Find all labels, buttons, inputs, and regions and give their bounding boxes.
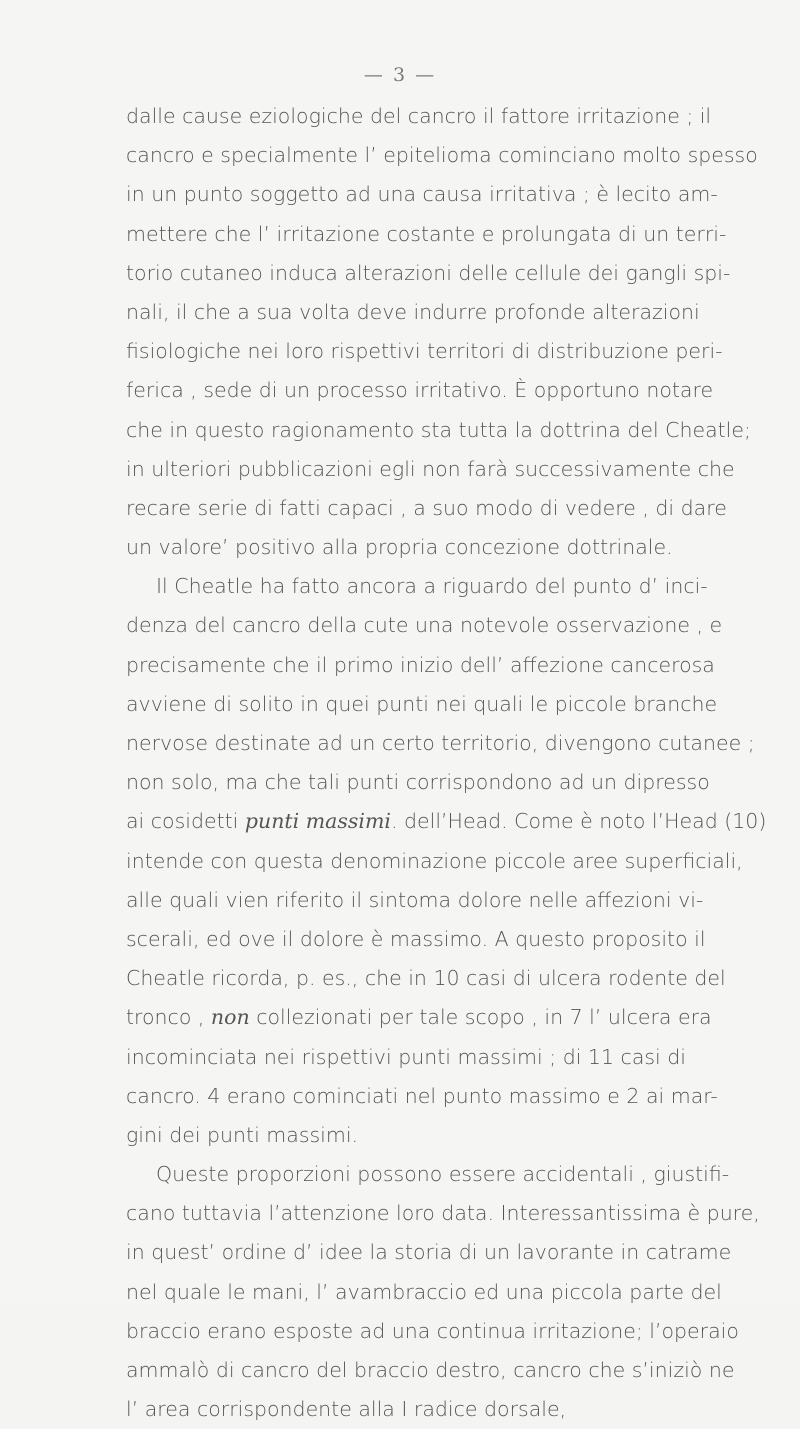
text-line: dalle cause eziologiche del cancro il fattore irritazione ; il xyxy=(126,104,712,128)
text-line-with-italic xyxy=(126,998,712,1037)
text-line: denza del cancro della cute una notevole osservazione , e xyxy=(126,613,723,638)
text-fragment: . dell’Head. Come è noto l’Head (10) xyxy=(390,809,767,834)
body-text xyxy=(126,97,767,1429)
paragraph-start-line: Queste proporzioni possono essere accidentali , giustifi- xyxy=(156,1162,730,1187)
text-line: non solo, ma che tali punti corrispondono ad un dipresso xyxy=(126,770,710,795)
text-line: nel quale le mani, l’ avambraccio ed una piccola parte del xyxy=(126,1279,722,1304)
text-line: scerali, ed ove il dolore è massimo. A questo proposito il xyxy=(126,926,706,951)
text-fragment: ai cosidetti xyxy=(126,809,245,834)
text-line: avviene di solito in quei punti nei quali le piccole branche xyxy=(126,691,718,716)
text-line: braccio erano esposte ad una continua irritazione; l’operaio xyxy=(126,1318,739,1343)
text-line: ammalò di cancro del braccio destro, cancro che s’iniziò ne xyxy=(126,1358,735,1382)
text-line: cancro e specialmente l’ epitelioma cominciano molto spesso xyxy=(126,143,758,168)
text-line: in quest’ ordine d’ idee la storia di un lavorante in catrame xyxy=(126,1240,732,1265)
text-line: Cheatle ricorda, p. es., che in 10 casi di ulcera rodente del xyxy=(126,966,726,991)
text-line-with-italic xyxy=(126,802,767,841)
paragraph-start-line: Il Cheatle ha fatto ancora a riguardo del punto d’ inci- xyxy=(156,574,708,599)
text-line: ferica , sede di un processo irritativo. È opportuno notare xyxy=(126,378,714,403)
text-line: che in questo ragionamento sta tutta la dottrina del Cheatle; xyxy=(126,417,751,442)
text-line: l’ area corrispondente alla I radice dorsale, xyxy=(126,1397,567,1422)
text-line: recare serie di fatti capaci , a suo modo di vedere , di dare xyxy=(126,495,727,520)
italic-term: punti massimi xyxy=(244,809,391,834)
text-line: intende con questa denominazione piccole aree superficiali, xyxy=(126,848,743,873)
text-line: cano tuttavia l’attenzione loro data. Interessantissima è pure, xyxy=(126,1201,760,1226)
text-line: nervose destinate ad un certo territorio, divengono cutanee ; xyxy=(126,731,755,755)
text-line: precisamente che il primo inizio dell’ affezione cancerosa xyxy=(126,652,715,677)
text-fragment: tronco , xyxy=(126,1005,211,1030)
italic-term: non xyxy=(210,1005,250,1030)
text-line: in un punto soggetto ad una causa irritativa ; è lecito am- xyxy=(126,182,718,207)
text-line: cancro. 4 erano cominciati nel punto massimo e 2 ai mar- xyxy=(126,1083,718,1108)
text-fragment: collezionati per tale scopo , in 7 l’ ulcera era xyxy=(249,1005,712,1030)
text-line: alle quali vien riferito il sintoma dolore nelle affezioni vi- xyxy=(126,887,704,912)
text-line: mettere che l’ irritazione costante e prolungata di un terri- xyxy=(126,221,727,246)
page-number: — 3 — xyxy=(363,64,437,86)
text-line: fisiologiche nei loro rispettivi territori di distribuzione peri- xyxy=(126,339,723,364)
text-line: in ulteriori pubblicazioni egli non farà successivamente che xyxy=(126,456,735,481)
text-line: torio cutaneo induca alterazioni delle cellule dei gangli spi- xyxy=(126,260,731,285)
text-line: incominciata nei rispettivi punti massimi ; di 11 casi di xyxy=(126,1044,686,1069)
paragraph-end-line: gini dei punti massimi. xyxy=(126,1122,359,1147)
text-line: nali, il che a sua volta deve indurre profonde alterazioni xyxy=(126,299,700,324)
paragraph-end-line: un valore’ positivo alla propria concezione dottrinale. xyxy=(126,535,673,560)
